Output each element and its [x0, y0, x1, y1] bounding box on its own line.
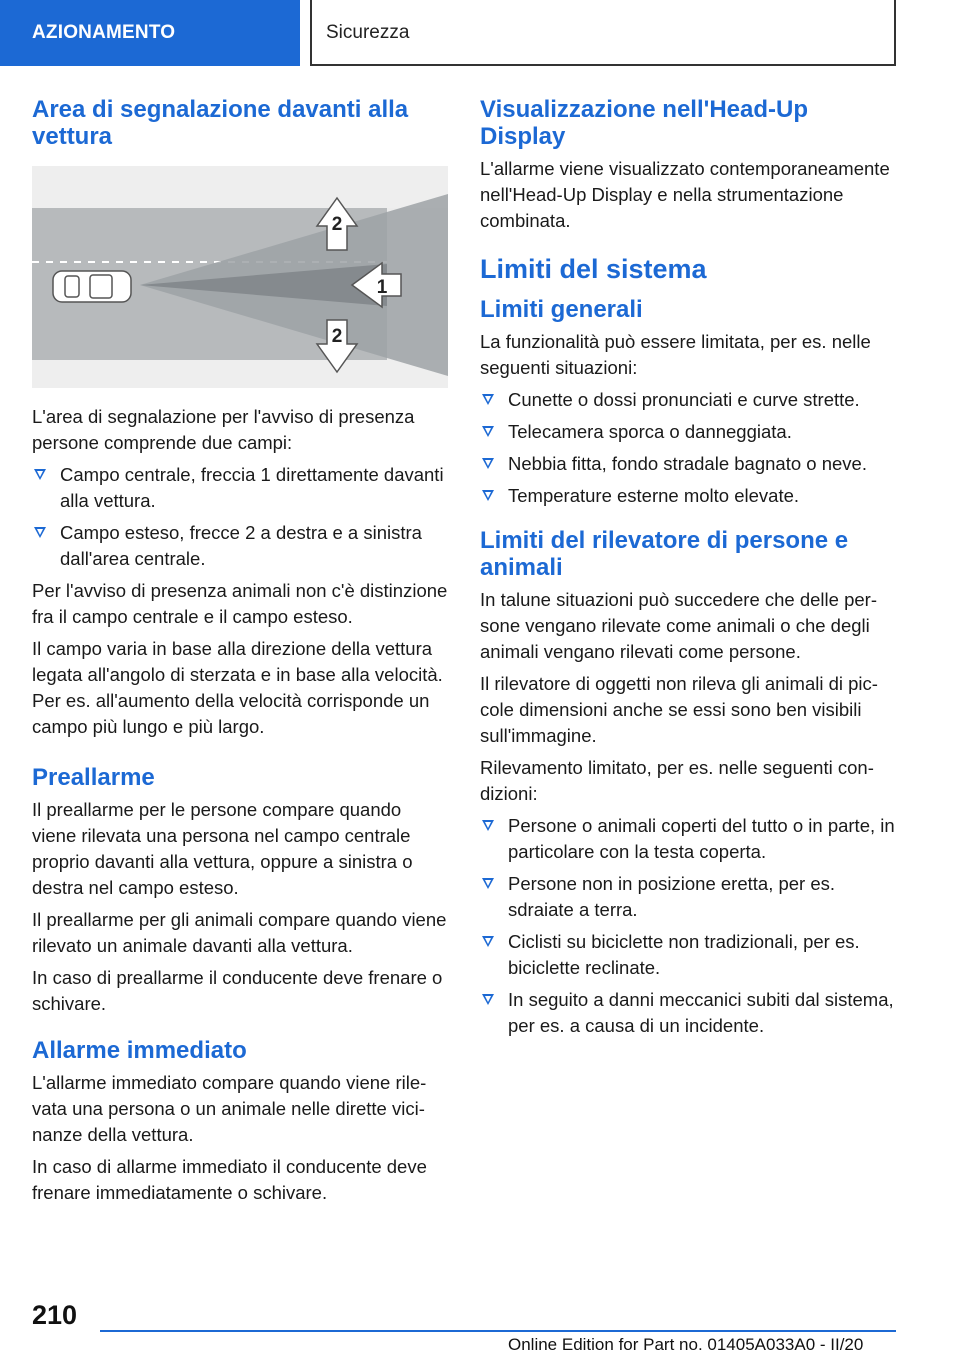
- heading-prealarm: Preallarme: [32, 764, 155, 791]
- warning-area-diagram: [32, 166, 448, 388]
- list-item: Persone non in posizione eretta, per es. sdraiate a terra.: [480, 871, 896, 923]
- heading-general-limits: Limiti generali: [480, 296, 643, 323]
- figure-label-center: 1: [376, 277, 388, 298]
- triangle-bullet-icon: [482, 994, 494, 1005]
- chapter-tab: AZIONAMENTO: [0, 0, 300, 66]
- paragraph-prealarm-2: Il preallarme per gli animali compare quando viene rilevato un animale davanti alla vettura.: [32, 909, 447, 956]
- list-item: Campo centrale, freccia 1 direttamente davanti alla vettura.: [32, 462, 448, 514]
- list-item: Nebbia fitta, fondo stradale bagnato o neve.: [480, 451, 896, 477]
- heading-immediate-alarm: Allarme immediato: [32, 1037, 247, 1064]
- paragraph-general: La funzionalità può essere limitata, per es. nelle seguenti situazioni:: [480, 331, 871, 378]
- left-column: [32, 96, 448, 1212]
- triangle-bullet-icon: [482, 936, 494, 947]
- edition-footer: Online Edition for Part no. 01405A033A0 - II/20: [508, 1335, 864, 1354]
- triangle-bullet-icon: [482, 878, 494, 889]
- paragraph-animals: Per l'avviso di presenza animali non c'è distinzione fra il campo centrale e il campo esteso.: [32, 580, 448, 627]
- paragraph-hud: L'allarme viene visualizzato contemporaneamente nell'Head-Up Display e nella strumentazione combinata.: [480, 158, 890, 231]
- paragraph-detector-1: In talune situazioni può succedere che delle persone vengano rilevate come animali o che degli animali vengano rilevati come persone.: [480, 589, 877, 662]
- triangle-bullet-icon: [482, 394, 494, 405]
- list-item: Cunette o dossi pronunciati e curve strette.: [480, 387, 896, 413]
- triangle-bullet-icon: [34, 469, 46, 480]
- paragraph-area-intro: L'area di segnalazione per l'avviso di presenza persone comprende due campi:: [32, 406, 415, 453]
- section-title: Sicurezza: [310, 0, 896, 66]
- paragraph-prealarm-3: In caso di preallarme il conducente deve frenare o schivare.: [32, 967, 443, 1014]
- area-list: [32, 462, 448, 572]
- page-number: 210: [32, 1300, 78, 1330]
- warning-area-figure: [32, 166, 448, 388]
- triangle-bullet-icon: [482, 426, 494, 437]
- paragraph-detector-2: Il rilevatore di oggetti non rileva gli animali di piccole dimensioni anche se essi sono ben visibili sull'immagine.: [480, 673, 878, 746]
- paragraph-immediate-2: In caso di allarme immediato il conducente deve frenare immediatamente o schivare.: [32, 1156, 427, 1203]
- paragraph-prealarm-1: Il preallarme per le persone compare quando viene rilevata una persona nel campo centrale proprio davanti alla vettura, oppure a sinistra o destra nel campo esteso.: [32, 799, 413, 898]
- heading-hud: Visualizzazione nell'Head-Up Display: [480, 96, 809, 150]
- triangle-bullet-icon: [482, 490, 494, 501]
- paragraph-field: Il campo varia in base alla direzione della vettura legata all'angolo di sterzata e in base alla velocità. Per es. all'aumento della velocità corrisponde un campo più lungo e più largo.: [32, 638, 443, 737]
- triangle-bullet-icon: [34, 527, 46, 538]
- paragraph-detector-3: Rilevamento limitato, per es. nelle seguenti condizioni:: [480, 757, 874, 804]
- general-limits-list: [480, 387, 896, 509]
- right-column: [480, 96, 896, 1045]
- list-item: Ciclisti su biciclette non tradizionali, per es. biciclette reclinate.: [480, 929, 896, 981]
- heading-warning-area: Area di segnalazione davanti alla vettura: [32, 96, 409, 150]
- list-item: Persone o animali coperti del tutto o in parte, in particolare con la testa coperta.: [480, 813, 896, 865]
- triangle-bullet-icon: [482, 820, 494, 831]
- heading-detector-limits: Limiti del rilevatore di persone e animali: [480, 527, 849, 581]
- list-item: In seguito a danni meccanici subiti dal sistema, per es. a causa di un incidente.: [480, 987, 896, 1039]
- list-item: Temperature esterne molto elevate.: [480, 483, 896, 509]
- figure-label-top: 2: [331, 214, 343, 235]
- list-item: Telecamera sporca o danneggiata.: [480, 419, 896, 445]
- list-item: Campo esteso, frecce 2 a destra e a sinistra dall'area centrale.: [32, 520, 448, 572]
- heading-system-limits: Limiti del sistema: [480, 254, 707, 284]
- detector-limits-list: [480, 813, 896, 1039]
- figure-label-bottom: 2: [331, 326, 343, 347]
- triangle-bullet-icon: [482, 458, 494, 469]
- footer-divider: [100, 1330, 896, 1332]
- paragraph-immediate-1: L'allarme immediato compare quando viene rilevata una persona o un animale nelle dirette vicinanze della vettura.: [32, 1072, 427, 1145]
